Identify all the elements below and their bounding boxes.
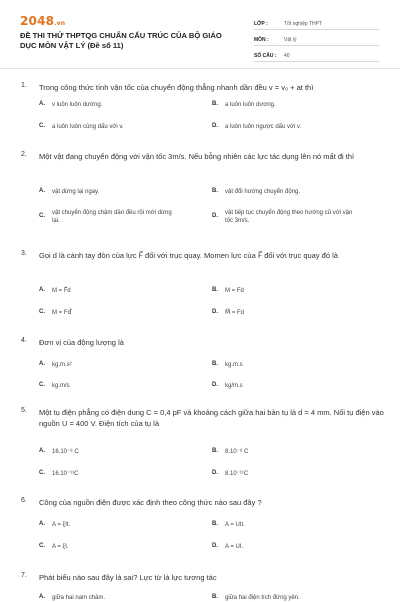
option-text: giữa hai điện tích đứng yên. [225, 595, 300, 601]
option-letter: D. [212, 309, 218, 315]
option-letter: C. [39, 213, 45, 219]
option-text: A = UIt. [225, 522, 245, 528]
logo-suffix: .vn [54, 20, 66, 27]
option-text: M = Fd⃗ [52, 310, 72, 316]
question-number: 2. [21, 151, 27, 158]
option-letter: D. [212, 213, 218, 219]
meta-row-count [254, 47, 379, 62]
option-letter: B. [212, 188, 218, 194]
option-text: vật dừng lại ngay. [52, 189, 100, 195]
option-text: a luôn luôn cùng dấu với v. [52, 124, 124, 130]
option-text: kg.m/s [52, 383, 70, 389]
option-text: M = F⃗d [52, 288, 71, 294]
option-text: 16.10⁻⁸ C [52, 449, 79, 455]
question-text: Một vật đang chuyển động với vận tốc 3m/s. Nếu bỗng nhiên các lực tác dụng lên nó mất đi thì [39, 152, 355, 161]
logo-main: 2048 [20, 14, 55, 28]
option-letter: C. [39, 382, 45, 388]
meta-key: MÔN : [254, 37, 269, 43]
option-text: 8.10⁻⁸ C [225, 449, 249, 455]
question-text: Công của nguồn điện được xác định theo công thức nào sau đây ? [39, 498, 262, 507]
option-text: vật đổi hướng chuyển động. [225, 189, 301, 195]
question-text: Gọi d là cánh tay đòn của lực F⃗ đối với trục quay. Momen lực của F⃗ đối với trục quay đó là [39, 251, 338, 260]
option-text: v luôn luôn dương. [52, 102, 103, 108]
option-letter: A. [39, 448, 45, 454]
option-letter: A. [39, 287, 45, 293]
option-letter: C. [39, 470, 45, 476]
option-text: 16.10⁻¹¹C [52, 471, 79, 477]
question-text: Phát biểu nào sau đây là sai? Lực từ là lực tương tác [39, 573, 217, 582]
meta-row-class [254, 15, 379, 30]
meta-value: Vật lý [284, 37, 297, 43]
exam-meta [254, 15, 379, 63]
question-number: 7. [21, 572, 27, 579]
option-letter: B. [212, 448, 218, 454]
option-letter: D. [212, 470, 218, 476]
option-text: A = ξI. [52, 544, 69, 550]
option-text: vật tiếp tục chuyển động theo hướng cũ với vận tốc 3m/s. [225, 210, 353, 224]
option-letter: B. [212, 287, 218, 293]
option-letter: D. [212, 382, 218, 388]
question-number: 3. [21, 250, 27, 257]
option-text: A = ξIt. [52, 522, 71, 528]
option-text: vật chuyển động chậm dần đều rồi mới dừng lại. [52, 210, 172, 224]
meta-value: 40 [284, 53, 290, 59]
option-letter: B. [212, 101, 218, 107]
option-letter: B. [212, 594, 218, 600]
question-number: 5. [21, 407, 27, 414]
option-letter: B. [212, 521, 218, 527]
question-text: Đơn vị của động lượng là [39, 338, 124, 347]
option-letter: C. [39, 543, 45, 549]
brand-logo[interactable] [20, 14, 65, 28]
option-text: kg.m.s² [52, 362, 72, 368]
option-letter: D. [212, 123, 218, 129]
meta-key: SỐ CÂU : [254, 53, 277, 59]
question-number: 1. [21, 82, 27, 89]
option-letter: A. [39, 188, 45, 194]
meta-row-subject [254, 31, 379, 46]
option-text: a luôn luôn dương. [225, 102, 276, 108]
option-text: a luôn luôn ngược dấu với v. [225, 124, 302, 130]
option-text: kg/m.s [225, 383, 243, 389]
meta-key: LỚP : [254, 21, 268, 27]
option-letter: C. [39, 309, 45, 315]
option-text: M⃗ = Fd [225, 310, 245, 316]
question-number: 4. [21, 337, 27, 344]
option-letter: C. [39, 123, 45, 129]
question-number: 6. [21, 497, 27, 504]
option-letter: B. [212, 361, 218, 367]
option-letter: A. [39, 521, 45, 527]
question-text: Trong công thức tính vận tốc của chuyển động thẳng nhanh dần đều v = v₀ + at thì [39, 83, 314, 92]
option-letter: A. [39, 361, 45, 367]
option-letter: D. [212, 543, 218, 549]
question-text: Một tụ điện phẳng có điện dung C = 0,4 pF và khoảng cách giữa hai bản tụ là d = 4 mm. Nối tụ điện vào nguồn U = 400 V. Điện tích của tụ là [39, 408, 384, 428]
exam-title: ĐỀ THI THỬ THPTQG CHUẨN CẤU TRÚC CỦA BỘ GIÁO DỤC MÔN VẬT LÝ (Đề số 11) [20, 31, 222, 50]
option-text: kg.m.s [225, 362, 243, 368]
option-text: giữa hai nam châm. [52, 595, 106, 601]
header-divider [0, 68, 400, 69]
meta-value: Tốt nghiệp THPT [284, 21, 322, 27]
page-header [0, 0, 400, 62]
option-text: M = Fd [225, 288, 244, 294]
option-letter: A. [39, 594, 45, 600]
option-text: A = UI. [225, 544, 244, 550]
option-letter: A. [39, 101, 45, 107]
option-text: 8.10⁻¹¹C [225, 471, 249, 477]
